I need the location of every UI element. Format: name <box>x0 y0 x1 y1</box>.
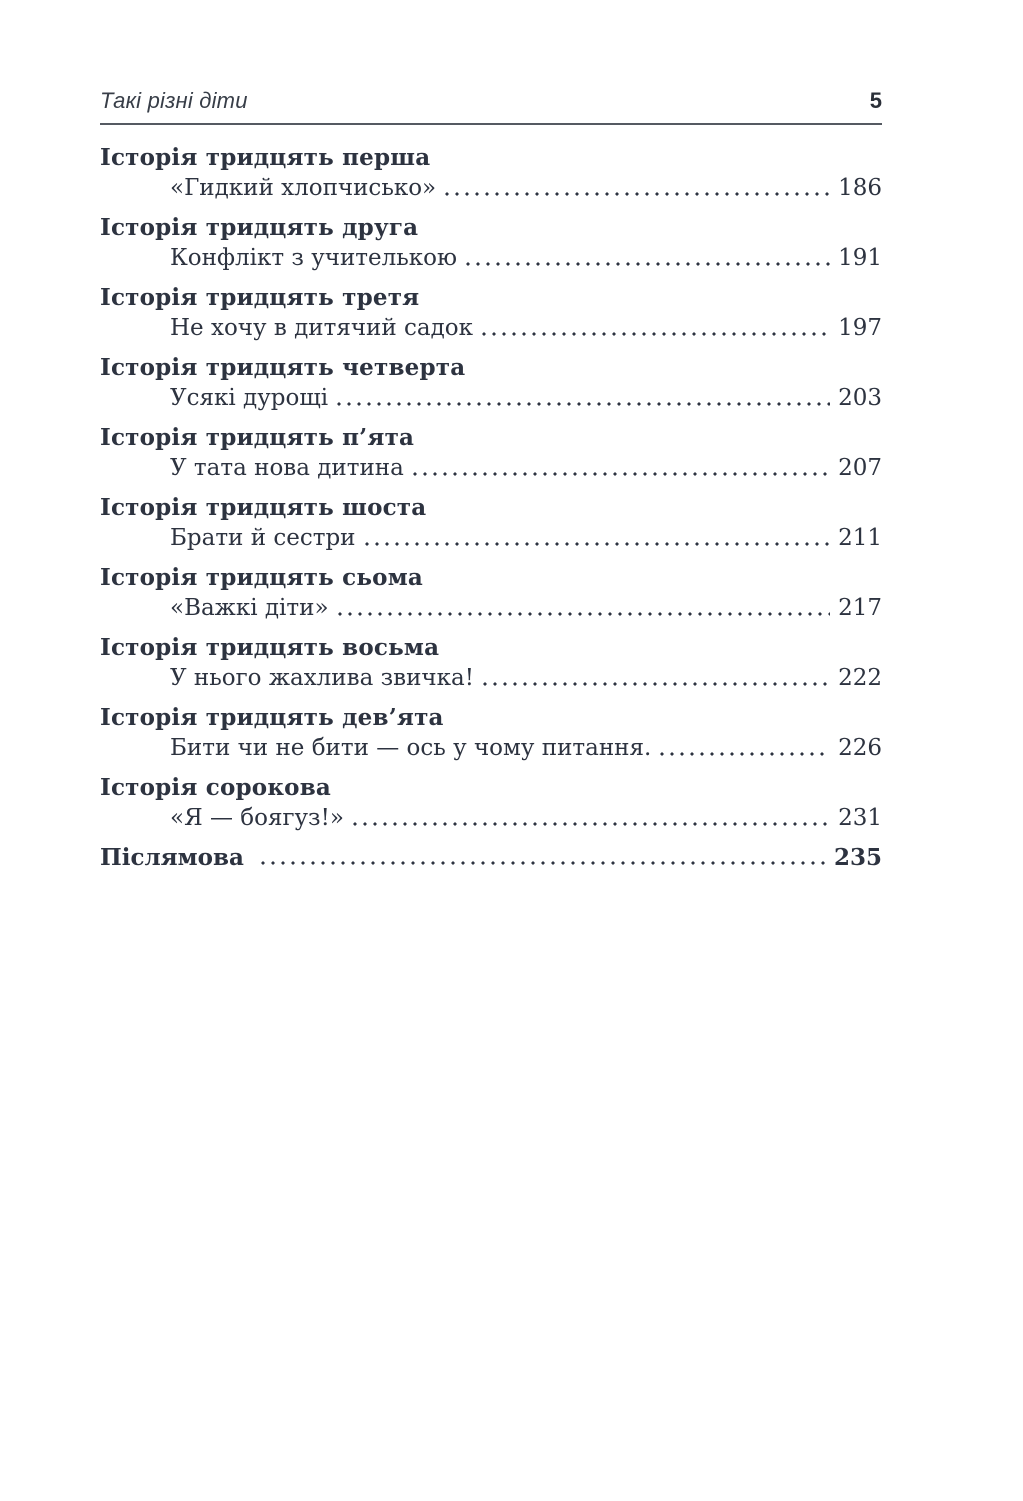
toc-entry-page: 231 <box>838 805 882 831</box>
toc-entry-row <box>100 383 882 414</box>
toc-entry-row <box>100 733 882 764</box>
toc-entry-row <box>100 313 882 344</box>
dot-leader <box>335 593 831 624</box>
toc-entry-subtitle: Усякі дурощі <box>170 385 329 411</box>
toc-entry <box>100 212 882 274</box>
toc-entry <box>100 282 882 344</box>
toc-entry-title: Історія тридцять шоста <box>100 494 427 521</box>
toc-entry <box>100 632 882 694</box>
toc-entry-subtitle: «Важкі діти» <box>170 595 329 621</box>
running-title: Такі різні діти <box>100 88 248 113</box>
toc-entry-subtitle: «Гидкий хлопчисько» <box>170 175 437 201</box>
toc-entry <box>100 772 882 834</box>
toc-entry-subtitle: Брати й сестри <box>170 525 356 551</box>
afterword-title: Післямова <box>100 844 244 871</box>
dot-leader <box>657 733 830 764</box>
table-of-contents <box>100 142 882 834</box>
toc-entry-page: 203 <box>838 385 882 411</box>
toc-entry-row <box>100 243 882 274</box>
toc-entry-row <box>100 593 882 624</box>
page-number: 5 <box>869 88 882 113</box>
toc-entry-page: 217 <box>838 595 882 621</box>
dot-leader <box>442 173 830 204</box>
toc-entry-title: Історія тридцять четверта <box>100 354 466 381</box>
toc-entry-subtitle: У нього жахлива звичка! <box>170 665 474 691</box>
toc-entry-page: 191 <box>838 245 882 271</box>
toc-entry-title: Історія тридцять восьма <box>100 634 440 661</box>
toc-entry-subtitle: «Я — боягуз!» <box>170 805 344 831</box>
toc-entry-title: Історія тридцять друга <box>100 214 419 241</box>
toc-entry <box>100 562 882 624</box>
toc-entry <box>100 422 882 484</box>
running-header <box>100 88 882 125</box>
toc-entry-page: 197 <box>838 315 882 341</box>
toc-entry-title: Історія тридцять перша <box>100 144 431 171</box>
toc-entry-page: 211 <box>838 525 882 551</box>
toc-entry-row <box>100 523 882 554</box>
dot-leader <box>463 243 830 274</box>
toc-entry-title: Історія сорокова <box>100 774 331 801</box>
dot-leader <box>362 523 831 554</box>
toc-entry-page: 222 <box>838 665 882 691</box>
dot-leader <box>410 453 830 484</box>
dot-leader <box>350 803 830 834</box>
toc-entry <box>100 142 882 204</box>
toc-entry-title: Історія тридцять третя <box>100 284 420 311</box>
toc-entry <box>100 352 882 414</box>
toc-entry-subtitle: Не хочу в дитячий садок <box>170 315 473 341</box>
toc-entry-title: Історія тридцять дев’ята <box>100 704 444 731</box>
dot-leader <box>480 663 830 694</box>
toc-entry-row <box>100 453 882 484</box>
toc-entry-title: Історія тридцять п’ята <box>100 424 415 451</box>
toc-entry-subtitle: Бити чи не бити — ось у чому питання. <box>170 735 652 761</box>
toc-entry-row <box>100 803 882 834</box>
dot-leader <box>258 842 826 873</box>
toc-entry-page: 207 <box>838 455 882 481</box>
toc-entry-subtitle: У тата нова дитина <box>170 455 404 481</box>
toc-entry-row <box>100 663 882 694</box>
toc-entry-subtitle: Конфлікт з учителькою <box>170 245 457 271</box>
afterword-row <box>100 842 882 873</box>
toc-entry-row <box>100 173 882 204</box>
page-content <box>100 88 882 873</box>
toc-entry <box>100 702 882 764</box>
toc-entry-page: 226 <box>838 735 882 761</box>
toc-entry <box>100 492 882 554</box>
toc-entry-title: Історія тридцять сьома <box>100 564 423 591</box>
dot-leader <box>479 313 830 344</box>
toc-entry-page: 186 <box>838 175 882 201</box>
afterword-page: 235 <box>833 844 882 871</box>
dot-leader <box>334 383 830 414</box>
